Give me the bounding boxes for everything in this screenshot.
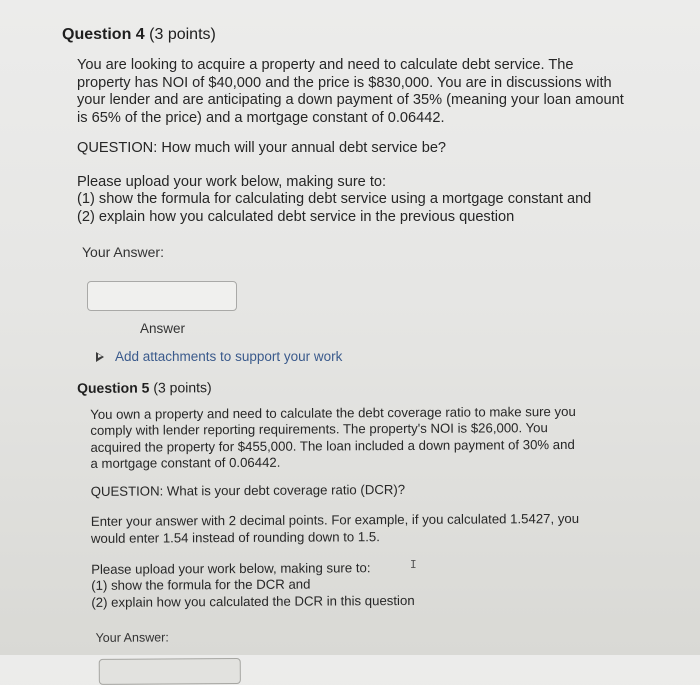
question-5-question: QUESTION: What is your debt coverage ratio (DCR)?: [90, 482, 406, 500]
question-4: [62, 24, 652, 366]
question-5-points: (3 points): [153, 379, 212, 396]
prompt-line: You are looking to acquire a property and need to calculate debt service. The: [77, 57, 574, 73]
instruction-line: Enter your answer with 2 decimal points. For example, if you calculated 1.5427, you: [90, 511, 580, 530]
text-cursor-icon: I: [410, 558, 417, 571]
prompt-line: property has NOI of $40,000 and the price is $830,000. You are in discussions with: [77, 74, 612, 91]
prompt-line: comply with lender reporting requirements. The property's NOI is $26,000. You: [90, 420, 548, 439]
upload-line: Please upload your work below, making sure to:: [77, 173, 387, 190]
prompt-line: acquired the property for $455,000. The loan included a down payment of 30% and: [90, 436, 575, 455]
question-5-answer-input[interactable]: [99, 658, 241, 685]
question-4-attachments-toggle[interactable]: [96, 348, 652, 366]
question-5-your-answer-label: Your Answer:: [95, 630, 169, 645]
upload-line: Please upload your work below, making sure to:: [91, 560, 371, 577]
disclosure-triangle-icon[interactable]: [96, 352, 104, 362]
add-attachments-link[interactable]: Add attachments to support your work: [115, 349, 343, 364]
prompt-line: You own a property and need to calculate the debt coverage ratio to make sure you: [90, 403, 576, 422]
question-5-title: [77, 375, 617, 398]
question-4-answer-input[interactable]: [87, 281, 237, 311]
upload-line: (1) show the formula for calculating debt service using a mortgage constant and: [77, 191, 592, 207]
question-5-body: [90, 404, 619, 685]
upload-line: (2) explain how you calculated debt service in the previous question: [77, 208, 515, 225]
question-4-body: [77, 57, 652, 366]
question-4-points: (3 points): [149, 26, 216, 43]
question-4-prompt: [77, 57, 652, 127]
question-5: [77, 375, 619, 685]
prompt-line: your lender and are anticipating a down payment of 35% (meaning your loan amount: [77, 92, 624, 108]
question-4-answer-caption: Answer: [140, 320, 186, 336]
question-4-upload-instructions: [77, 174, 652, 227]
question-5-number: Question 5: [77, 379, 150, 396]
question-4-title: [62, 24, 652, 46]
question-5-instructions: [91, 511, 618, 547]
question-4-question: QUESTION: How much will your annual debt service be?: [77, 140, 447, 156]
question-5-upload-instructions: [91, 559, 618, 611]
question-5-prompt: [90, 404, 617, 472]
instruction-line: would enter 1.54 instead of rounding down to 1.5.: [90, 528, 380, 546]
upload-line: (2) explain how you calculated the DCR in this question: [91, 592, 415, 610]
question-4-number: Question 4: [62, 26, 145, 43]
prompt-line: is 65% of the price) and a mortgage constant of 0.06442.: [77, 109, 445, 126]
question-4-your-answer-label: Your Answer:: [82, 244, 164, 260]
prompt-line: a mortgage constant of 0.06442.: [90, 454, 281, 471]
upload-line: (1) show the formula for the DCR and: [91, 576, 311, 594]
